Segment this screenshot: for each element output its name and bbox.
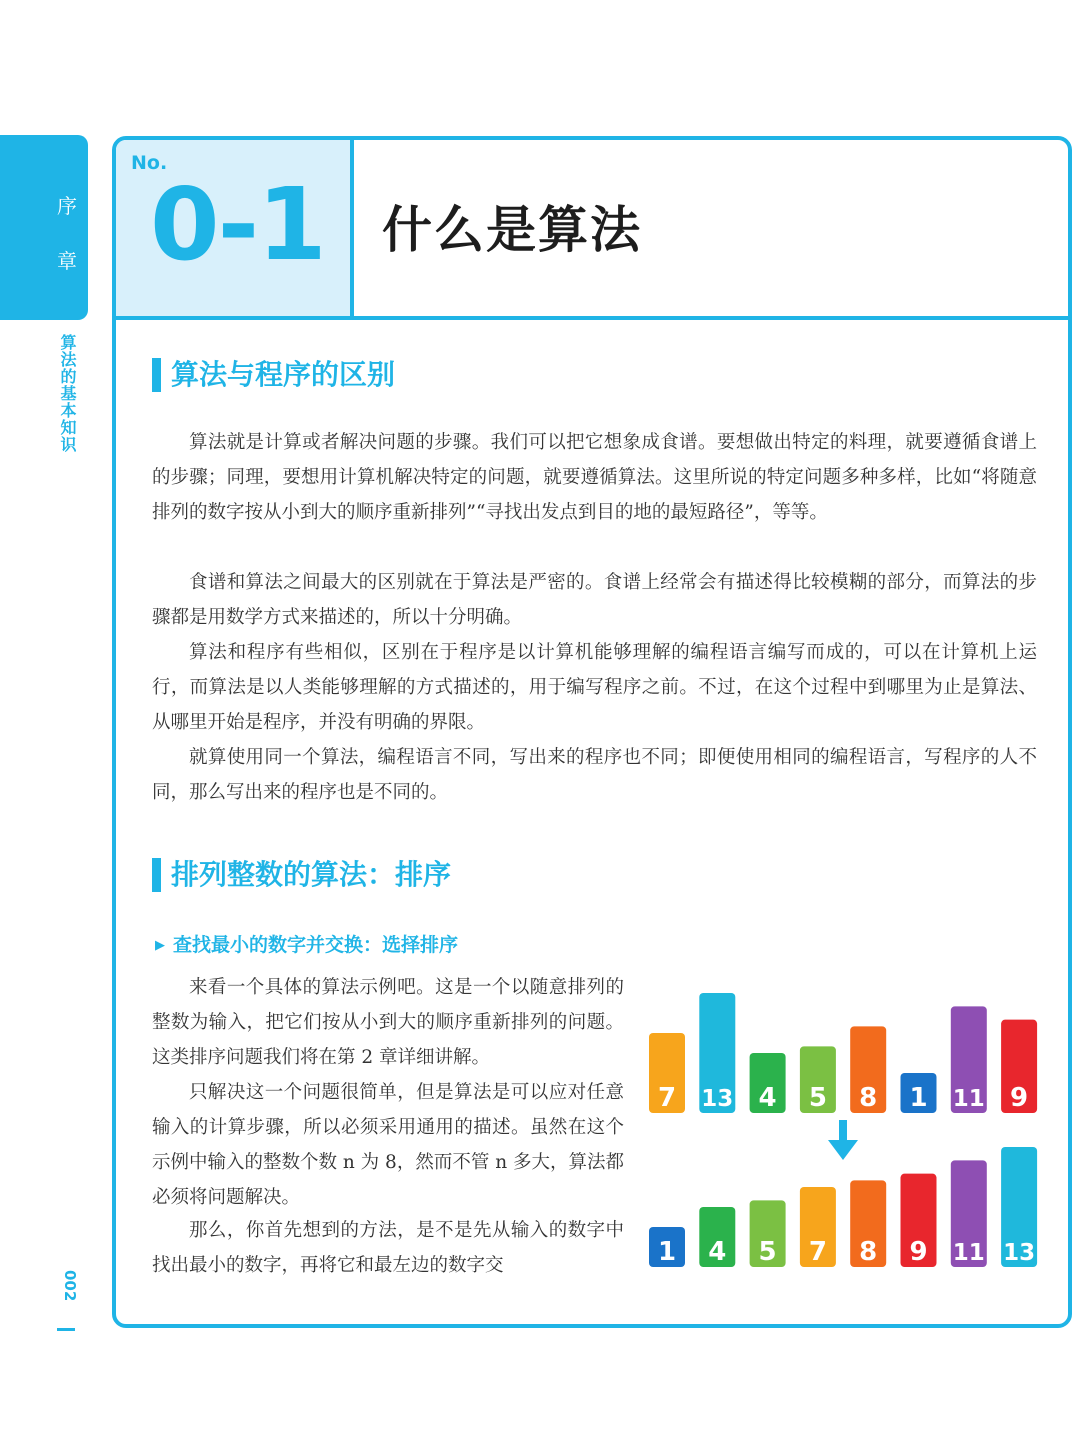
number-prefix: No. <box>131 152 168 174</box>
after-bar-label-11: 11 <box>952 1240 985 1266</box>
paragraph-2: 食谱和算法之间最大的区别就在于算法是严密的。食谱上经常会有描述得比较模糊的部分，而算法的步骤都是用数学方式来描述的，所以十分明确。 <box>152 572 1037 628</box>
paragraph-1: 算法就是计算或者解决问题的步骤。我们可以把它想象成食谱。要想做出特定的料理，就要遵循食谱上的步骤；同理，要想用计算机解决特定的问题，就要遵循算法。这里所说的特定问题多种多样，比如“将随意排列的数字按从小到大的顺序重新排列”“寻找出发点到目的地的最短路径”，等等。 <box>152 432 1037 523</box>
paragraph-5: 来看一个具体的算法示例吧。这是一个以随意排列的整数为输入，把它们按从小到大的顺序重新排列的问题。这类排序问题我们将在第 2 章详细讲解。 <box>152 977 624 1068</box>
after-bar-label-9: 9 <box>909 1237 928 1267</box>
page-number-rule <box>57 1328 75 1331</box>
chapter-tab <box>0 135 88 320</box>
paragraph-7: 那么，你首先想到的方法，是不是先从输入的数字中找出最小的数字，再将它和最左边的数字交 <box>152 1220 624 1276</box>
chapter-tab-char-2: 章 <box>57 249 77 273</box>
after-bar-label-8: 8 <box>859 1237 878 1267</box>
paragraph-3: 算法和程序有些相似，区别在于程序是以计算机能够理解的编程语言编写而成的，可以在计算机上运行，而算法是以人类能够理解的方式描述的，用于编写程序之前。不过，在这个过程中到哪里为止是算法、从哪里开始是程序，并没有明确的界限。 <box>152 642 1037 733</box>
paragraph-4: 就算使用同一个算法，编程语言不同，写出来的程序也不同；即便使用相同的编程语言，写程序的人不同，那么写出来的程序也是不同的。 <box>152 747 1037 803</box>
after-bar-label-13: 13 <box>1003 1240 1036 1266</box>
after-bar-label-4: 4 <box>708 1237 727 1267</box>
down-arrow-icon <box>828 1140 858 1160</box>
chapter-title-vertical: 算法的基本知识 <box>58 334 77 453</box>
after-bar-label-7: 7 <box>808 1237 827 1267</box>
down-arrow-shaft <box>839 1120 847 1142</box>
before-bar-label-13: 13 <box>701 1086 734 1112</box>
before-bar-label-1: 1 <box>909 1083 928 1113</box>
before-bar-label-11: 11 <box>952 1086 985 1112</box>
before-bar-label-7: 7 <box>657 1083 677 1113</box>
page-number: 002 <box>61 1270 79 1302</box>
before-bar-label-4: 4 <box>758 1083 777 1113</box>
before-bar-label-8: 8 <box>859 1083 878 1113</box>
after-bar-label-1: 1 <box>657 1237 677 1267</box>
subheading-selection-sort <box>155 930 458 957</box>
before-bar-label-5: 5 <box>808 1083 827 1113</box>
chapter-tab-char-1: 序 <box>57 194 77 218</box>
sorting-illustration <box>645 985 1045 1275</box>
before-bar-label-9: 9 <box>1010 1083 1029 1113</box>
page-title: 什么是算法 <box>382 201 642 259</box>
section-heading-algorithm-vs-program: 算法与程序的区别 <box>152 358 395 392</box>
subheading-text: 查找最小的数字并交换：选择排序 <box>173 934 459 956</box>
section-number: 0-1 <box>150 166 325 283</box>
after-bar-label-5: 5 <box>758 1237 777 1267</box>
triangle-icon: ▶ <box>155 938 165 953</box>
paragraph-6: 只解决这一个问题很简单，但是算法是可以应对任意输入的计算步骤，所以必须采用通用的描述。虽然在这个示例中输入的整数个数 n 为 8，然而不管 n 多大，算法都必须将问题解决。 <box>152 1082 625 1208</box>
section-heading-sorting: 排列整数的算法：排序 <box>152 858 451 892</box>
